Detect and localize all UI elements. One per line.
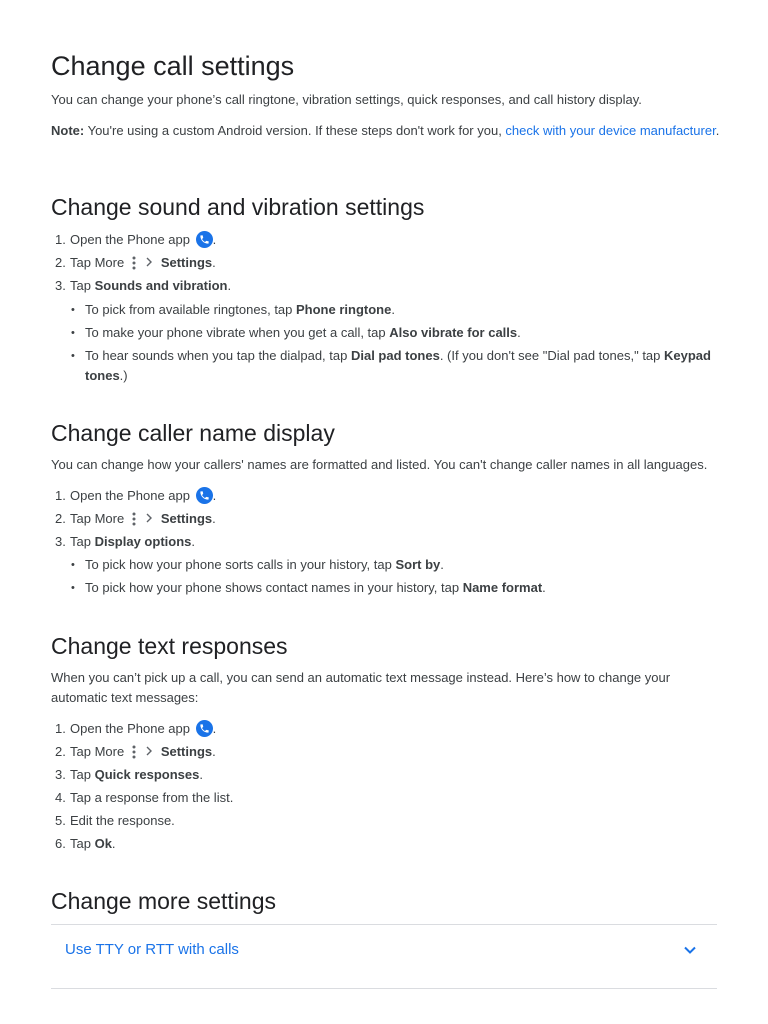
intro-text: You can change your phone’s call ringtone, vibration settings, quick responses, and call history display.: [51, 92, 642, 107]
note-body: You're using a custom Android version. If these steps don't work for you,: [84, 123, 506, 138]
more-vert-icon: [128, 511, 140, 527]
section-heading-more: Change more settings: [51, 888, 277, 914]
list-item: 6. Tap Ok.: [55, 836, 116, 851]
section-heading-sound: Change sound and vibration settings: [51, 194, 425, 220]
list-item: • To pick from available ringtones, tap Phone ringtone.: [71, 300, 711, 320]
list-item: 2. Tap More Settings.: [55, 511, 216, 526]
phone-app-icon: [196, 720, 213, 737]
list-item: 5. Edit the response.: [55, 813, 175, 828]
section-heading-caller: Change caller name display: [51, 420, 335, 446]
page-title: Change call settings: [51, 51, 295, 81]
list-item: 4. Tap a response from the list.: [55, 790, 234, 805]
section-heading-text: Change text responses: [51, 633, 288, 659]
sound-bullets: [71, 300, 711, 389]
list-item: 1. Open the Phone app .: [55, 721, 217, 736]
note-end: .: [715, 123, 720, 138]
list-item: 1. Open the Phone app .: [55, 232, 217, 247]
more-vert-icon: [128, 255, 140, 271]
list-item: 3. Tap Display options.: [55, 534, 195, 549]
phone-app-icon: [196, 231, 213, 248]
expand-more-icon[interactable]: [683, 943, 697, 957]
list-item: 2. Tap More Settings.: [55, 255, 216, 270]
caller-bullets: [71, 555, 711, 601]
list-item: • To hear sounds when you tap the dialpad, tap Dial pad tones. (If you don't see "Dial pad tones," tap Keypad tones.): [71, 346, 711, 386]
list-item: 3. Tap Sounds and vibration.: [55, 278, 232, 293]
caller-intro: You can change how your callers' names are formatted and listed. You can't change caller names in all languages.: [51, 457, 708, 472]
list-item: 2. Tap More Settings.: [55, 744, 216, 759]
expander-label[interactable]: Use TTY or RTT with calls: [65, 941, 239, 958]
list-item: • To pick how your phone sorts calls in your history, tap Sort by.: [71, 555, 711, 575]
tty-rtt-expander[interactable]: [51, 924, 717, 989]
device-manufacturer-link[interactable]: check with your device manufacturer: [505, 123, 716, 138]
list-item: 3. Tap Quick responses.: [55, 767, 203, 782]
note-label: Note:: [51, 123, 85, 138]
more-vert-icon: [128, 744, 140, 760]
text-intro: When you can’t pick up a call, you can send an automatic text message instead. Here’s how to change your automatic text messages:: [51, 670, 671, 705]
text-steps: [55, 719, 233, 857]
list-item: 1. Open the Phone app .: [55, 488, 217, 503]
caller-steps: [55, 486, 216, 555]
sound-steps: [55, 230, 231, 299]
phone-app-icon: [196, 487, 213, 504]
chevron-right-icon: [143, 512, 155, 524]
list-item: • To make your phone vibrate when you get a call, tap Also vibrate for calls.: [71, 323, 711, 343]
list-item: • To pick how your phone shows contact names in your history, tap Name format.: [71, 578, 711, 598]
chevron-right-icon: [143, 256, 155, 268]
chevron-right-icon: [143, 745, 155, 757]
note-text: [51, 121, 721, 141]
